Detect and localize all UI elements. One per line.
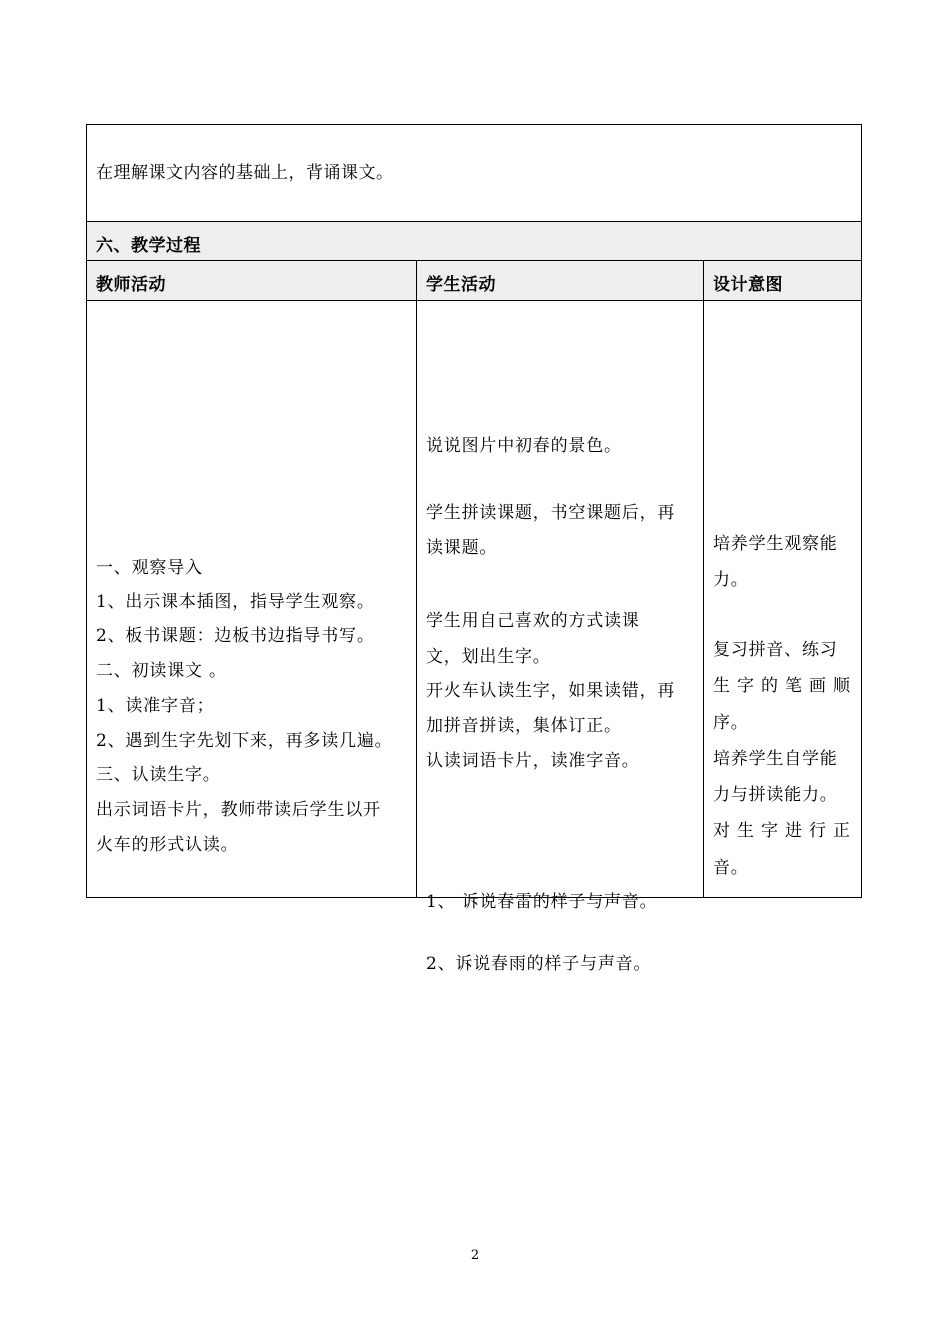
- student-line: 文，划出生字。: [426, 647, 551, 667]
- header-design: 设计意图: [713, 275, 783, 295]
- design-line: 对 生 字 进 行 正: [713, 821, 851, 841]
- student-line: 加拼音拼读，集体订正。: [426, 716, 622, 736]
- header-student: 学生活动: [426, 275, 496, 295]
- teacher-line: 1、读准字音；: [96, 696, 215, 716]
- design-line: 序。: [713, 713, 749, 733]
- student-line: 说说图片中初春的景色。: [426, 436, 622, 456]
- section-title: 六、教学过程: [96, 236, 201, 256]
- student-line: 2、诉说春雨的样子与声音。: [426, 954, 652, 974]
- student-activity-cell: [417, 301, 703, 974]
- student-line: 读课题。: [426, 538, 498, 558]
- process-content-row: [87, 301, 861, 974]
- header-teacher-cell: [87, 261, 417, 300]
- lesson-plan-table: [86, 124, 862, 974]
- teacher-line: 2、遇到生字先划下来，再多读几遍。: [96, 731, 393, 751]
- header-design-cell: [704, 261, 861, 300]
- design-line: 培养学生自学能: [713, 749, 838, 769]
- teacher-line: 2、板书课题：边板书边指导书写。: [96, 626, 375, 646]
- objective-row: [87, 125, 861, 222]
- student-line: 认读词语卡片，读准字音。: [426, 751, 640, 771]
- table-header-row: [87, 261, 861, 301]
- objective-text: 在理解课文内容的基础上，背诵课文。: [96, 163, 394, 183]
- design-line: 音。: [713, 858, 749, 878]
- teacher-line: 出示词语卡片，教师带读后学生以开: [96, 800, 381, 820]
- design-line: 复习拼音、练习: [713, 640, 838, 660]
- design-line: 培养学生观察能: [713, 534, 838, 554]
- teacher-activity-cell: [87, 301, 416, 897]
- design-line: 生 字 的 笔 画 顺: [713, 676, 851, 696]
- section-title-row: [87, 222, 861, 261]
- student-line: 学生用自己喜欢的方式读课: [426, 611, 640, 631]
- teacher-line: 二、初读课文 。: [96, 661, 227, 681]
- design-intent-cell: [704, 301, 861, 897]
- student-line: 开火车认读生字，如果读错，再: [426, 681, 676, 701]
- header-student-cell: [417, 261, 704, 300]
- student-line: 1、 诉说春雷的样子与声音。: [426, 892, 658, 912]
- page-number: 2: [470, 1248, 480, 1263]
- teacher-line: 火车的形式认读。: [96, 835, 239, 855]
- design-line: 力与拼读能力。: [713, 785, 838, 805]
- teacher-line: 三、认读生字。: [96, 765, 221, 785]
- teacher-line: 一、观察导入: [96, 558, 203, 578]
- design-line: 力。: [713, 570, 749, 590]
- header-teacher: 教师活动: [96, 275, 166, 295]
- teacher-line: 1、出示课本插图，指导学生观察。: [96, 592, 375, 612]
- student-line: 学生拼读课题，书空课题后，再: [426, 503, 676, 523]
